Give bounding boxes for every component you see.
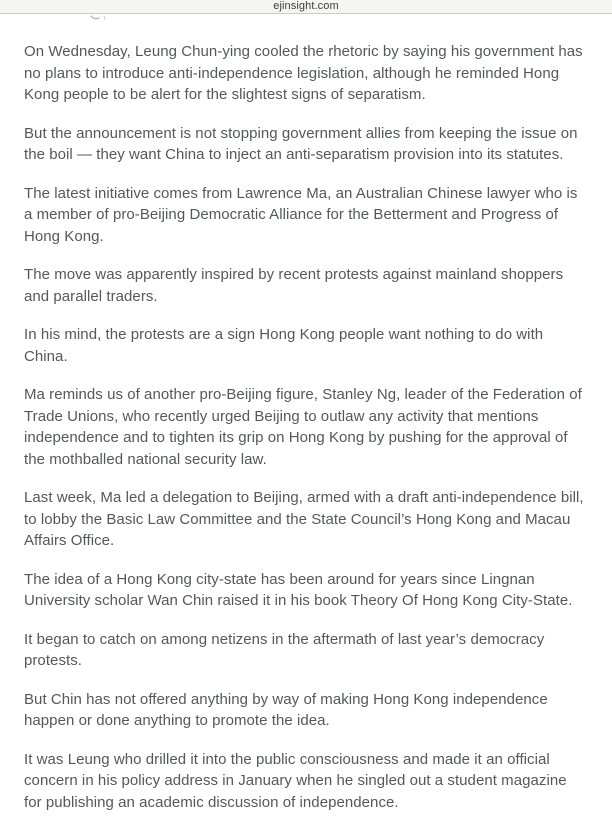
browser-url-bar[interactable] [0,0,612,14]
article-paragraph: The move was apparently inspired by recent protests against mainland shoppers and parallel traders. [24,266,564,305]
article-paragraph: In his mind, the protests are a sign Hong Kong people want nothing to do with China. [24,326,544,365]
site-url-label: ejinsight.com [273,0,339,12]
article-body [0,15,612,830]
article-paragraph: The idea of a Hong Kong city-state has been around for years since Lingnan University scholar Wan Chin raised it in his book Theory Of Hong Kong City-State. [24,570,573,609]
article-paragraph: The latest initiative comes from Lawrence Ma, an Australian Chinese lawyer who is a member of pro-Beijing Democratic Alliance for the Betterment and Progress of Hong Kong. [24,184,578,245]
article-paragraph: It was Leung who drilled it into the public consciousness and made it an official concern in his policy address in January when he singled out a student magazine for publishing an academic discussion of independence. [24,750,567,811]
article-paragraph: Ma reminds us of another pro-Beijing figure, Stanley Ng, leader of the Federation of Trade Unions, who recently urged Beijing to outlaw any activity that mentions independence and to tighten its grip on Hong Kong by pushing for the approval of the mothballed national security law. [24,386,582,468]
article-paragraph: Last week, Ma led a delegation to Beijing, armed with a draft anti-independence bill, to lobby the Basic Law Committee and the State Council’s Hong Kong and Macau Affairs Office. [24,489,584,549]
article-paragraph: But the announcement is not stopping government allies from keeping the issue on the boil — they want China to inject an anti-separatism provision into its statutes. [24,124,578,163]
article-paragraph: It began to catch on among netizens in the aftermath of last year’s democracy protests. [24,630,545,669]
article-paragraph: But Chin has not offered anything by way of making Hong Kong independence happen or done anything to promote the idea. [24,690,548,729]
article-paragraph: On Wednesday, Leung Chun-ying cooled the rhetoric by saying his government has no plans to introduce anti-independence legislation, although he reminded Hong Kong people to be alert for the slightest signs of separatism. [24,43,583,103]
